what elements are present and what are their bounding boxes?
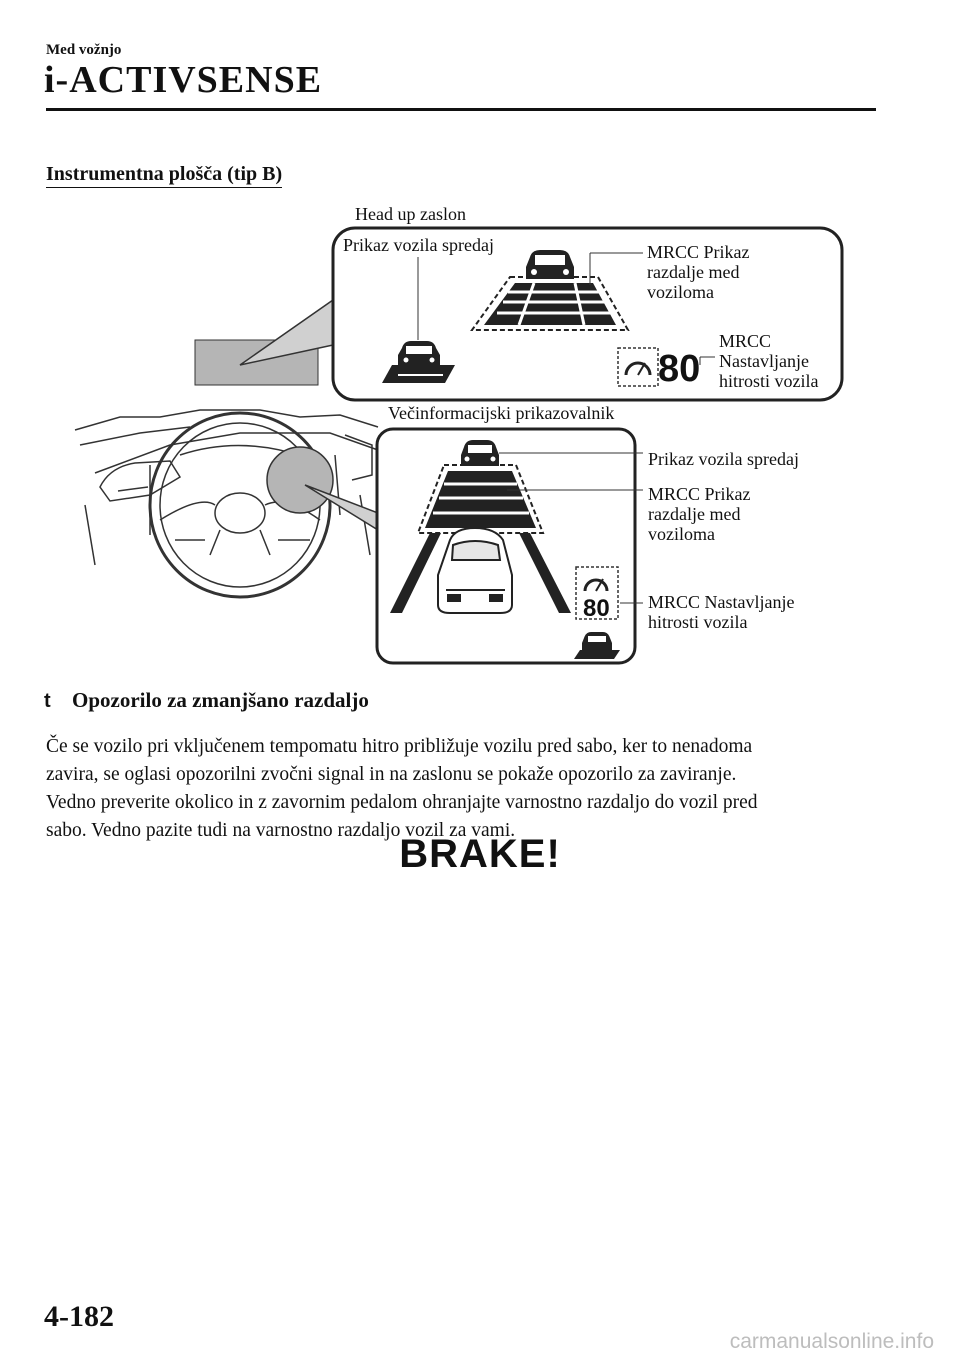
warning-heading-row bbox=[44, 688, 369, 713]
multi-own-car-icon bbox=[438, 528, 512, 613]
page-number: 4-182 bbox=[44, 1300, 114, 1333]
watermark: carmanualsonline.info bbox=[729, 1330, 934, 1353]
header-divider bbox=[46, 108, 876, 111]
multi-speed-label: MRCC Nastavljanje hitrosti vozila bbox=[648, 592, 795, 632]
hud-connector bbox=[240, 300, 333, 365]
brake-warning-display: BRAKE! bbox=[399, 832, 561, 876]
hud-title: Head up zaslon bbox=[355, 204, 466, 224]
multi-lead-car-icon bbox=[461, 440, 499, 466]
section-title: Instrumentna plošča (tip B) bbox=[46, 163, 282, 188]
dashboard-illustration bbox=[75, 410, 378, 597]
page-title: i-ACTIVSENSE bbox=[44, 59, 323, 101]
multi-speed-value: 80 bbox=[583, 595, 610, 622]
bullet-marker: t bbox=[44, 690, 51, 712]
multi-distance-label: MRCC Prikaz razdalje med voziloma bbox=[648, 484, 751, 544]
warning-paragraph bbox=[46, 733, 876, 845]
hud-speed-value: 80 bbox=[658, 348, 701, 390]
paragraph-line: sabo. Vedno pazite tudi na varnostno razdaljo vozil za vami. bbox=[46, 820, 516, 841]
multi-front-vehicle-label: Prikaz vozila spredaj bbox=[648, 449, 799, 469]
instrument-panel-figure bbox=[0, 195, 960, 675]
figure-svg bbox=[0, 195, 960, 675]
paragraph-line: zavira, se oglasi opozorilni zvočni signal in na zaslonu se pokaže opozorilo za zaviranje. bbox=[46, 764, 737, 785]
paragraph-line: Če se vozilo pri vključenem tempomatu hitro približuje vozilu pred sabo, ker to nenadoma bbox=[46, 736, 753, 757]
hud-front-vehicle-label: Prikaz vozila spredaj bbox=[343, 235, 494, 255]
hud-speed-label: MRCC Nastavljanje hitrosti vozila bbox=[719, 331, 819, 391]
multi-display-title: Večinformacijski prikazovalnik bbox=[388, 403, 615, 423]
warning-heading: Opozorilo za zmanjšano razdaljo bbox=[72, 688, 369, 712]
chapter-label: Med vožnjo bbox=[46, 42, 122, 58]
hud-distance-label: MRCC Prikaz razdalje med voziloma bbox=[647, 242, 750, 302]
paragraph-line: Vedno preverite okolico in z zavornim pedalom ohranjajte varnostno razdaljo do vozil pred bbox=[46, 792, 758, 813]
hud-lead-car-icon bbox=[526, 250, 574, 279]
multi-display-panel bbox=[377, 429, 635, 663]
